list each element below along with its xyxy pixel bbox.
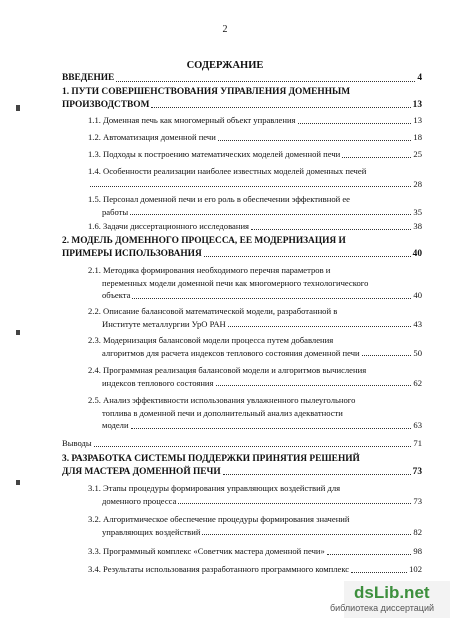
toc-entry-text: 1.5. Персонал доменной печи и его роль в обеспечении эффективной ее	[88, 194, 350, 204]
dot-leader	[342, 157, 411, 158]
dot-leader	[351, 572, 407, 573]
toc-entry-text: Выводы	[62, 438, 92, 448]
toc-entry[interactable]	[88, 364, 422, 389]
toc-entry-page: 73	[412, 466, 422, 477]
toc-entry-text: 1.4. Особенности реализации наиболее известных моделей доменных печей	[88, 166, 367, 176]
toc-entry-page: 73	[413, 495, 422, 506]
toc-entry-page: 102	[409, 564, 422, 574]
toc-entry[interactable]	[62, 72, 422, 85]
toc-entry-page: 40	[413, 290, 422, 300]
toc-entry-page: 35	[413, 206, 422, 217]
toc-entry[interactable]	[62, 235, 422, 260]
dot-leader	[216, 385, 412, 386]
dot-leader	[116, 81, 415, 82]
toc-entry-text: ВВЕДЕНИЕ	[62, 73, 115, 83]
toc-entry[interactable]	[88, 334, 422, 359]
toc-entry-text: 1.1. Доменная печь как многомерный объект управления	[88, 115, 296, 125]
dot-leader	[178, 503, 411, 504]
dot-leader	[298, 123, 412, 124]
toc-entry-page: 25	[413, 149, 422, 159]
toc-entry-text-cont: управляющих воздействий	[102, 526, 201, 537]
scan-mark	[16, 105, 20, 111]
toc-entry-page: 28	[413, 178, 422, 189]
toc-entry-page: 98	[413, 546, 422, 556]
toc-entry-text: 2. МОДЕЛЬ ДОМЕННОГО ПРОЦЕССА, ЕЕ МОДЕРНИЗАЦИЯ И	[62, 236, 346, 246]
scan-mark	[16, 330, 20, 335]
toc-entry[interactable]	[88, 148, 422, 161]
toc-entry[interactable]	[88, 131, 422, 144]
toc-entry-text: 2.5. Анализ эффективности использования увлажненного пылеугольного	[88, 395, 356, 405]
toc-entry-text-cont: ПРИМЕРЫ ИСПОЛЬЗОВАНИЯ	[62, 248, 202, 259]
toc-entry-text: 2.1. Методика формирования необходимого перечня параметров и	[88, 265, 331, 275]
toc-entry-text: 3.1. Этапы процедуры формирования управляющих воздействий для	[88, 483, 341, 493]
toc-entry-text: 2.4. Программная реализация балансовой модели и алгоритмов вычисления	[88, 365, 367, 375]
toc-entry[interactable]	[88, 165, 422, 190]
toc-entry-text-cont: Институте металлургии УрО РАН	[102, 318, 226, 329]
toc-entry-text: 3.3. Программный комплекс «Советчик мастера доменной печи»	[88, 546, 325, 556]
toc-entry-text: 1.3. Подходы к построению математических моделей доменной печи	[88, 149, 341, 159]
dot-leader	[223, 474, 411, 475]
toc-entry[interactable]	[62, 86, 422, 111]
toc-entry-text: 3.4. Результаты использования разработанного программного комплекс	[88, 564, 350, 574]
toc-entry-page: 13	[413, 115, 422, 125]
toc-entry-page: 62	[413, 377, 422, 388]
dot-leader	[94, 446, 412, 447]
dot-leader	[130, 214, 411, 215]
toc-entry-page: 4	[417, 73, 422, 83]
watermark-logo[interactable]: dsLib.net	[354, 583, 430, 602]
toc-entry[interactable]	[88, 482, 422, 507]
dot-leader	[327, 554, 412, 555]
toc-entry-page: 82	[413, 526, 422, 537]
dot-leader	[204, 256, 411, 257]
toc-entry-text-cont: модели	[102, 420, 129, 430]
dot-leader	[151, 107, 410, 108]
dot-leader	[362, 355, 412, 356]
toc-entry[interactable]	[88, 220, 422, 233]
toc-entry-page: 40	[412, 248, 422, 259]
toc-entry[interactable]	[88, 193, 422, 218]
toc-entry-text-cont: топлива в доменной печи и дополнительный анализ адекватности	[102, 407, 343, 418]
toc-entry-text: 3.2. Алгоритмическое обеспечение процедуры формирования значений	[88, 514, 350, 524]
toc-entry[interactable]	[88, 264, 422, 302]
toc-entry[interactable]	[62, 453, 422, 478]
toc-entry[interactable]	[88, 513, 422, 538]
scan-mark	[16, 480, 20, 485]
toc-entry-page: 13	[412, 99, 422, 110]
watermark-caption: библиотека диссертаций	[330, 603, 435, 613]
toc-entry-text-cont: алгоритмов для расчета индексов теплового состояния доменной печи	[102, 347, 360, 358]
toc-entry[interactable]	[88, 305, 422, 330]
toc-entry-page: 71	[413, 438, 422, 448]
page-number: 2	[222, 24, 228, 35]
dot-leader	[251, 229, 411, 230]
toc-entry-text-cont: работы	[102, 206, 129, 217]
toc-entry-text: 2.3. Модернизация балансовой модели процесса путем добавления	[88, 335, 334, 345]
toc-entry-text-cont: индексов теплового состояния	[102, 377, 214, 388]
dot-leader	[218, 140, 412, 141]
toc-entry-text-cont: доменного процесса	[102, 495, 177, 506]
dot-leader	[90, 186, 411, 187]
toc-entry[interactable]	[62, 437, 422, 450]
toc-entry[interactable]	[88, 394, 422, 432]
toc-entry-text: 3. РАЗРАБОТКА СИСТЕМЫ ПОДДЕРЖКИ ПРИНЯТИЯ РЕШЕНИЙ	[62, 454, 360, 464]
toc-entry-text: 1.2. Автоматизация доменной печи	[88, 132, 216, 142]
toc-entry-page: 63	[413, 420, 422, 430]
toc-title: СОДЕРЖАНИЕ	[186, 60, 264, 71]
dot-leader	[131, 428, 412, 429]
toc-entry-text: 2.2. Описание балансовой математической модели, разработанной в	[88, 306, 338, 316]
dot-leader	[228, 326, 412, 327]
toc-entry-text: 1.6. Задачи диссертационного исследования	[88, 221, 249, 231]
toc-entry-page: 38	[413, 221, 422, 231]
toc-entry-text-cont: объекта	[102, 290, 131, 300]
toc-entry-page: 18	[413, 132, 422, 142]
toc-entry[interactable]	[88, 563, 422, 576]
toc-entry-text: 1. ПУТИ СОВЕРШЕНСТВОВАНИЯ УПРАВЛЕНИЯ ДОМЕННЫМ	[62, 87, 351, 97]
toc-entry-page: 43	[413, 318, 422, 329]
dot-leader	[132, 298, 411, 299]
toc-entry-page: 50	[413, 347, 422, 358]
toc-entry-text-cont: переменных модели доменной печи как многомерного технологического	[102, 277, 369, 288]
toc-entry-text-cont: ДЛЯ МАСТЕРА ДОМЕННОЙ ПЕЧИ	[62, 466, 221, 477]
toc-entry[interactable]	[88, 114, 422, 127]
toc-entry[interactable]	[88, 545, 422, 558]
toc-entry-text-cont: ПРОИЗВОДСТВОМ	[62, 99, 150, 110]
dot-leader	[202, 534, 411, 535]
